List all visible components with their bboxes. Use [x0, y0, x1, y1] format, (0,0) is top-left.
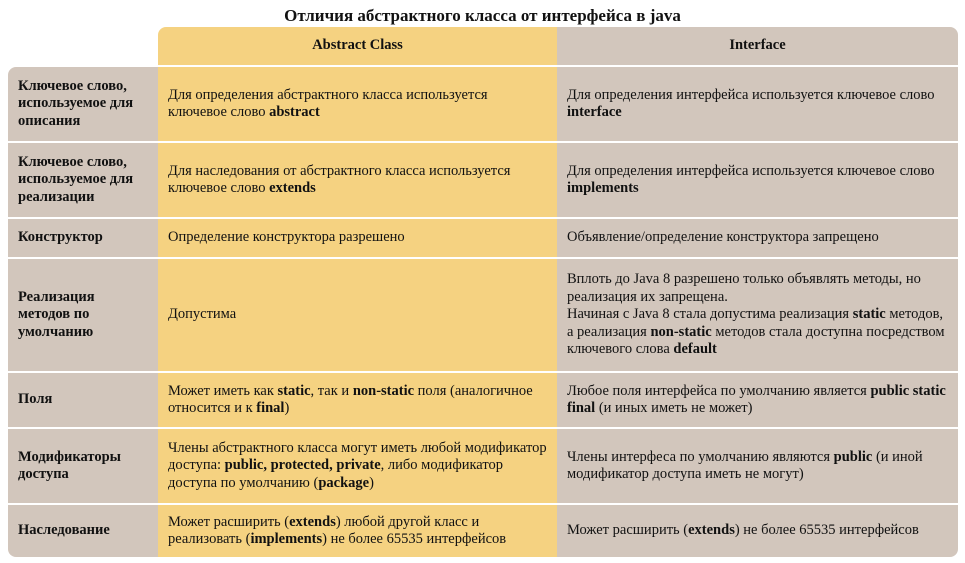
abstract-class-cell-text — [168, 163, 547, 198]
cell-text: Допустима — [168, 306, 237, 323]
cell-text: Для наследования от абстрактного класса используется ключевое слово — [168, 162, 511, 196]
cell-text: , либо модификатор доступа по умолчанию ( — [168, 457, 504, 491]
abstract-class-cell — [158, 67, 557, 141]
column-header-label: Interface — [729, 37, 786, 54]
interface-cell — [557, 259, 958, 371]
cell-text: ) не более 65535 интерфейсов — [734, 522, 919, 539]
cell-text: , так и — [310, 382, 353, 399]
keyword-text: final — [256, 400, 285, 416]
keyword-text: public, protected, private — [224, 457, 381, 474]
keyword-text: extends — [269, 180, 316, 196]
cell-text: Для определения абстрактного класса используется ключевое слово — [168, 86, 488, 120]
interface-cell — [557, 143, 958, 217]
cell-text: Для определения интерфейса используется ключевое слово — [567, 86, 935, 103]
interface-cell-text — [567, 449, 948, 484]
cell-text: ) любой другой класс и реализовать ( — [168, 513, 480, 547]
row-header-label: Ключевое слово, используемое для реализации — [18, 153, 134, 205]
keyword-text: implements — [567, 180, 639, 196]
abstract-class-cell — [158, 429, 557, 503]
row-header — [8, 67, 158, 141]
cell-text: Может иметь как — [168, 382, 278, 399]
interface-cell — [557, 505, 958, 557]
row-header — [8, 143, 158, 217]
keyword-text: extends — [289, 513, 336, 530]
row-header — [8, 373, 158, 427]
cell-text: поля (аналогичное относится и к — [168, 382, 533, 416]
cell-text: Для определения интерфейса используется ключевое слово — [567, 162, 935, 179]
abstract-class-cell-text — [168, 440, 547, 493]
interface-cell-text — [567, 522, 919, 540]
abstract-class-cell — [158, 143, 557, 217]
row-header — [8, 219, 158, 257]
keyword-text: non-static — [352, 382, 415, 399]
abstract-class-cell-text — [168, 514, 547, 549]
interface-cell-text — [567, 87, 948, 122]
abstract-class-cell — [158, 259, 557, 371]
cell-text: ) — [369, 474, 374, 491]
column-header-abstract-class — [158, 27, 557, 65]
cell-text: Может расширить ( — [567, 522, 689, 539]
keyword-text: static — [852, 306, 886, 323]
column-header-label: Abstract Class — [312, 37, 403, 54]
cell-text: (и иных иметь не может) — [595, 400, 753, 416]
row-header — [8, 429, 158, 503]
keyword-text: extends — [688, 522, 735, 539]
comparison-table — [8, 27, 958, 557]
interface-cell — [557, 429, 958, 503]
cell-text: Начиная с Java 8 стала допустима реализация — [567, 306, 853, 323]
cell-text: ) — [284, 400, 290, 416]
cell-text: Члены абстрактного класса могут иметь любой модификатор доступа: — [168, 439, 547, 474]
cell-text: (и иной модификатор доступа иметь не могут) — [567, 448, 923, 482]
keyword-text: public static final — [567, 382, 946, 416]
interface-cell — [557, 373, 958, 427]
interface-cell-text — [567, 271, 948, 359]
abstract-class-cell — [158, 505, 557, 557]
row-header-label: Наследование — [18, 522, 110, 539]
row-header-label: Модификаторы доступа — [18, 448, 121, 482]
keyword-text: abstract — [269, 104, 320, 120]
page-title: Отличия абстрактного класса от интерфейса в java — [284, 6, 681, 25]
row-header-label: Поля — [18, 391, 53, 408]
row-header-label: Конструктор — [18, 229, 103, 246]
keyword-text: non-static — [650, 323, 712, 340]
column-header-interface — [557, 27, 958, 65]
cell-text: Члены интерфеса по умолчанию являются — [567, 448, 834, 465]
cell-text: методов стала доступна посредством ключевого слова — [567, 323, 945, 358]
cell-text: Вплоть до Java 8 разрешено только объявлять методы, но реализация их запрещена. — [567, 271, 921, 305]
row-header — [8, 259, 158, 371]
interface-cell — [557, 219, 958, 257]
keyword-text: default — [673, 341, 717, 358]
keyword-text: interface — [567, 104, 622, 120]
interface-cell-text — [567, 163, 948, 198]
abstract-class-cell-text — [168, 87, 547, 122]
keyword-text: public — [833, 448, 873, 465]
keyword-text: implements — [250, 531, 323, 547]
interface-cell-text — [567, 229, 879, 247]
cell-text: Объявление/определение конструктора запрещено — [567, 229, 879, 246]
abstract-class-cell-text — [168, 229, 405, 247]
cell-text: Определение конструктора разрешено — [168, 229, 405, 246]
abstract-class-cell-text — [168, 383, 547, 418]
interface-cell — [557, 67, 958, 141]
abstract-class-cell — [158, 219, 557, 257]
abstract-class-cell-text — [168, 306, 236, 324]
keyword-text: package — [318, 474, 370, 491]
cell-text: Любое поля интерфейса по умолчанию является — [567, 382, 871, 399]
cell-text: ) не более 65535 интерфейсов — [322, 531, 507, 547]
table-corner — [8, 27, 158, 65]
row-header-label: Реализация методов по умолчанию — [18, 288, 95, 340]
cell-text: Может расширить ( — [168, 513, 290, 530]
interface-cell-text — [567, 383, 948, 418]
cell-text: методов, а реализация — [567, 306, 944, 340]
keyword-text: static — [277, 382, 311, 399]
abstract-class-cell — [158, 373, 557, 427]
row-header-label: Ключевое слово, используемое для описания — [18, 77, 134, 129]
row-header — [8, 505, 158, 557]
